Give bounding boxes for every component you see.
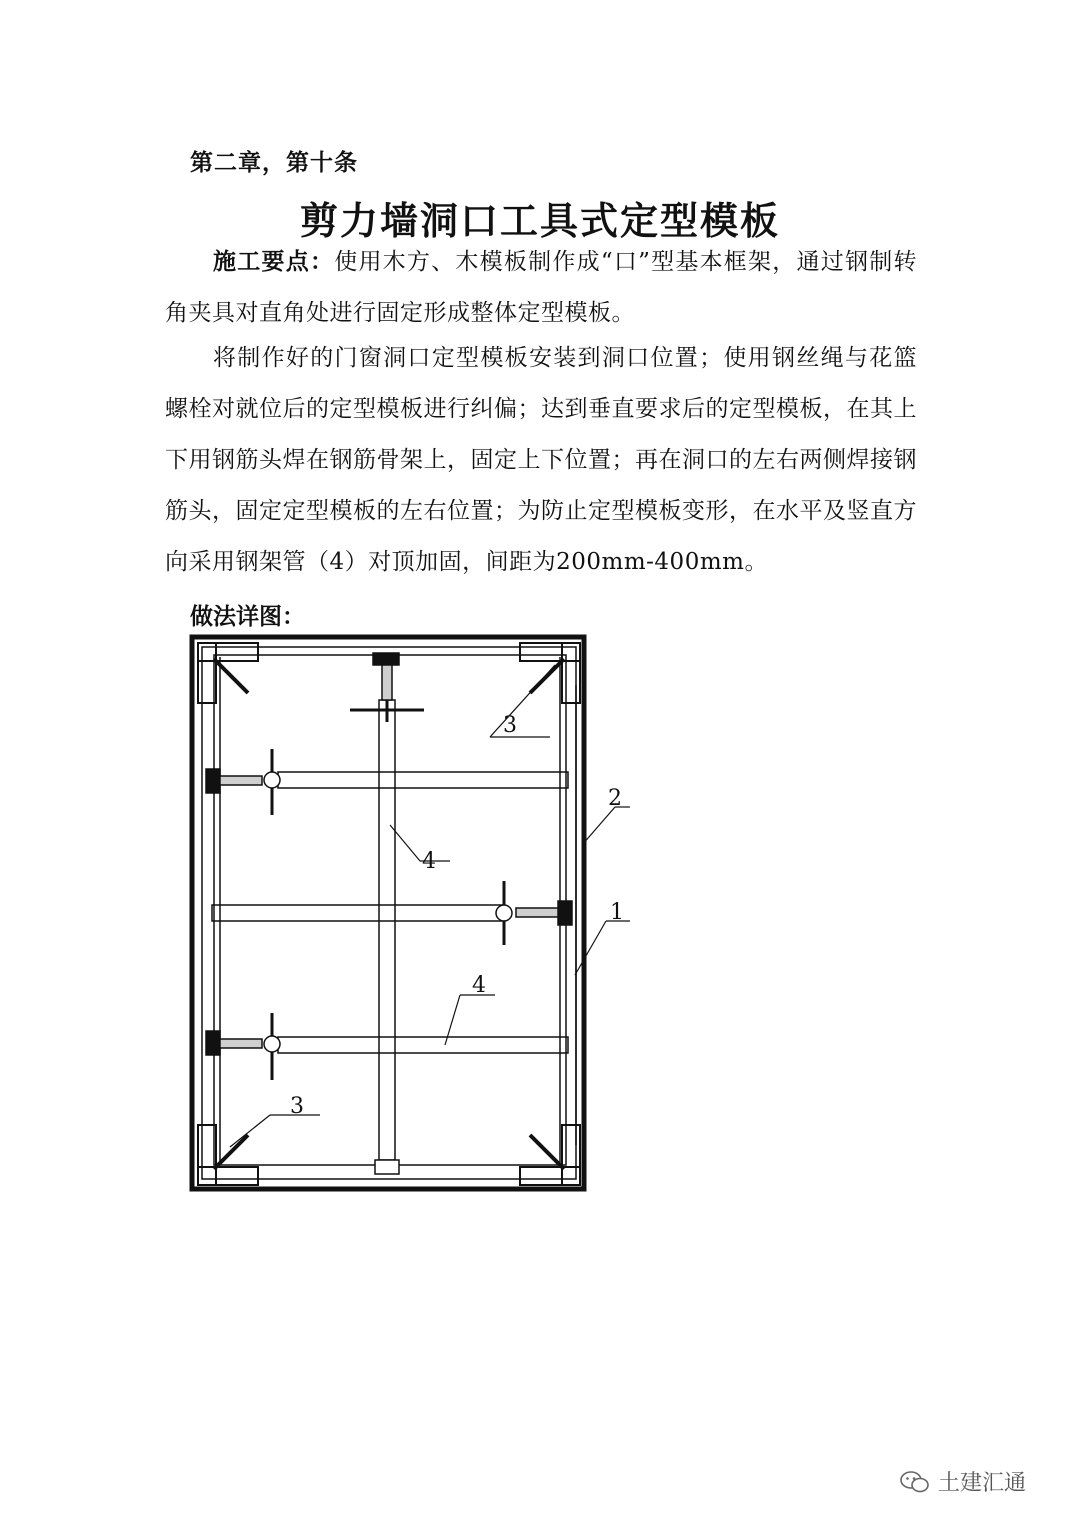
watermark-text: 土建汇通: [938, 1471, 1027, 1496]
chapter-heading: 第二章，第十条: [190, 150, 358, 176]
corner-clamp-bottom-left: [198, 1125, 258, 1185]
corner-clamp-top-left: [198, 643, 258, 703]
construction-points-label: 施工要点：: [213, 249, 335, 275]
callout-side-upper: 2: [608, 786, 622, 811]
page-title: 剪力墙洞口工具式定型模板: [299, 199, 780, 243]
paragraph-construction-points: [165, 237, 917, 339]
callout-pipe-vertical: 4: [422, 849, 436, 874]
corner-clamp-bottom-right: [520, 1125, 580, 1185]
detail-drawing-label: 做法详图：: [190, 604, 305, 630]
construction-points-text: 使用木方、木模板制作成“口”型基本框架，通过钢制转角夹具对直角处进行固定形成整体定型模板。: [165, 249, 917, 326]
callout-corner-bottom: 3: [290, 1094, 304, 1119]
watermark: [900, 1466, 1026, 1497]
horizontal-steel-pipe-1: [206, 749, 568, 815]
callout-corner-top: 3: [503, 713, 517, 738]
callout-pipe-horizontal: 4: [472, 973, 486, 998]
horizontal-steel-pipe-2: [212, 881, 572, 945]
callout-side-lower: 1: [610, 900, 624, 925]
wechat-icon: [900, 1471, 930, 1493]
horizontal-steel-pipe-3: [206, 1013, 568, 1080]
paragraph-installation: 将制作好的门窗洞口定型模板安装到洞口位置；使用钢丝绳与花篮螺栓对就位后的定型模板进行纠偏；达到垂直要求后的定型模板，在其上下用钢筋头焊在钢筋骨架上，固定上下位置；再在洞口的左右两侧焊接钢筋头，固定定型模板的左右位置；为防止定型模板变形，在水平及竖直方向采用钢架管（4）对顶加固，间距为200mm-400mm。: [165, 345, 917, 575]
formwork-detail-diagram: [170, 625, 624, 1205]
vertical-steel-pipe: [350, 653, 424, 1174]
